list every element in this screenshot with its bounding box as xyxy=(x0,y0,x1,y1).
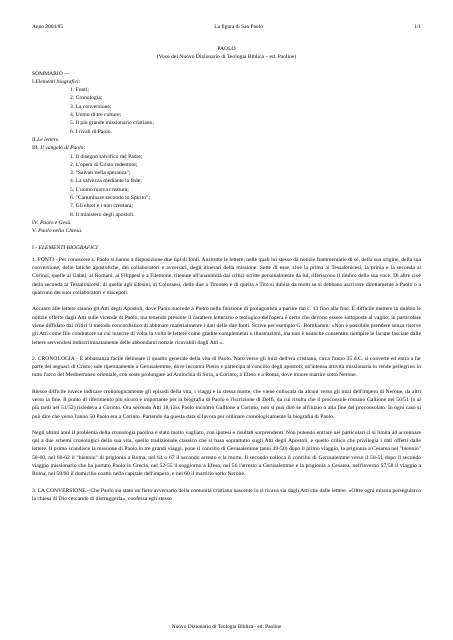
toc-section-5 xyxy=(32,227,421,235)
toc-section-number: III. xyxy=(32,145,39,152)
toc-item: 1. Fonti; xyxy=(70,87,89,94)
toc-section-number: II. xyxy=(32,136,38,143)
toc-item: 2. Cronologia; xyxy=(70,95,103,102)
summary-label: SOMMARIO — xyxy=(32,70,70,77)
toc-section-1 xyxy=(32,78,421,86)
toc-item: 8. Il ministero degli apostoli. xyxy=(70,211,135,218)
toc-section-title: Paolo e Gesù. xyxy=(40,219,72,226)
toc-item: 4. La salvezza mediante la fede; xyxy=(70,178,142,185)
header-year: Anno 2004/05 xyxy=(32,24,63,30)
toc-section-title: Elementi biografici: xyxy=(35,78,81,85)
table-of-contents xyxy=(32,70,421,236)
toc-item: 2. L'opera di Cristo redentore; xyxy=(70,161,138,168)
toc-item: 3. "Salvati nella speranza"; xyxy=(70,170,131,177)
paragraph-delfi: Riesce difficile invece indicare cronologicamente gli episodi della vita, i viaggi e la stessa morte, che viene collocata da alcuni verso gli inizi dell'impero di Nerone, da altri verso la fine. Il punto di riferimento più sicuro e importante per la biografia di Paolo è l'iscrizione di Delfi, da cui risulta che il proconsole romano Gallione nel 50/51 (o al più tardi nel 51/52) risiedeva a Corinto. Ora secondo Atti 18,12ss Paolo incontrò Gallione a Corinto, non si può dire se all'inizio o alla fine del proconsolato. In ogni caso si può dire che verso l'anno 50 Paolo era a Corinto. Partendo da questa data si lavora per ordinare cronologicamente la biografia di Paolo. xyxy=(32,388,421,420)
toc-section-3-items xyxy=(32,153,421,219)
paragraph-conversione: 3. LA CONVERSIONE - Che Paolo sia stato un fiero avversario della comunità cristiana nascente lo si ricava sia dagli Atti che dalle lettere. «Oltre ogni misura perseguitavo la chiesa di Dio cercando di distruggerla», confessa egli stesso xyxy=(32,487,421,502)
page-footer: Nuovo Dizionario di Teologia Biblica– ed. Paoline xyxy=(171,624,282,630)
toc-item: 6. "Camminare secondo lo Spirito"; xyxy=(70,195,150,202)
toc-section-number: I. xyxy=(32,78,36,85)
toc-section-4 xyxy=(32,219,421,227)
header-page-number: 1/1 xyxy=(414,24,421,30)
toc-section-title: Le lettere. xyxy=(37,136,60,143)
header-title: La figura di San Paolo xyxy=(214,24,263,30)
toc-item: 5. Il più grande missionario cristiano; xyxy=(70,120,154,127)
running-header xyxy=(32,24,421,31)
toc-section-3 xyxy=(32,144,421,152)
title-block xyxy=(32,45,421,62)
toc-section-1-items xyxy=(32,86,421,136)
toc-item: 1. Il disegno salvifico del Padre; xyxy=(70,153,143,160)
toc-section-number: IV. xyxy=(32,219,39,226)
toc-section-2 xyxy=(32,136,421,144)
toc-item: 6. I rivali di Paolo. xyxy=(70,128,112,135)
toc-section-number: V. xyxy=(32,228,37,235)
toc-item: 3. La conversione; xyxy=(70,103,112,110)
toc-item: 4. Uomo di tre culture; xyxy=(70,112,122,119)
paragraph-cronologia: 2. CRONOLOGIA - È abbastanza facile delineare il quadro generale della vita di Paolo. Nato verso gli inizi dell'era cristiana, circa l'anno 35 d.C. si converte ed entra a far parte dei seguaci di Cristo; sale ripetutamente a Gerusalemme, dove incontra Pietro e partecipa al concilio degli apostoli; un'intensa attività missionaria lo rende pellegrino in tutto l'arco del Mediterraneo orientale, con soste prolungate ad Antiochia di Siria, a Corinto, a Efeso e a Roma, dove muore martire sotto Nerone. xyxy=(32,355,421,379)
document-subtitle: (Voce del Nuovo Dizionario di Teologia Biblica – ed. Paoline) xyxy=(156,54,297,61)
toc-item: 5. L'uomo nuova creatura; xyxy=(70,186,129,193)
toc-section-title: Il vangelo di Paolo: xyxy=(40,145,86,152)
section-heading xyxy=(32,244,421,252)
section-heading-title: ELEMENTI BIOGRAFICI xyxy=(38,244,98,251)
document-title: PAOLO xyxy=(217,46,236,52)
toc-section-title: Paolo nella Chiesa. xyxy=(38,228,83,235)
paragraph-fonti: 1. FONTI - Per conoscere s. Paolo si hanno a disposizione due tipi di fonti. Anzitutto le lettere, nelle quali lui stesso dà notizie frammentarie di sé, della sua origine, della sua conversione, delle fatiche apostoliche, dei collaboratori e avversari, degli itinerari della missione. Sette di esse, cioè la prima ai Tessalonicesi, la prima e la seconda ai Corinzi, quelle ai Galati, ai Romani, ai Filippesi e a Filemone, ritenute all'unanimità dai critici scritte personalmente da lui, riferiscono il timbro della sua voce. Di altre cioè della seconda ai Tessalonicesi, di quelle agli Efesini, ai Colossesi, delle due a Timoteo e di quella a Tito si dubita da molti se si debbano ascrivere direttamente a Paolo o a qualcuno dei suoi collaboratori e discepoli. xyxy=(32,256,421,297)
paragraph-schemi-cronologici: Negli ultimi anni il problema della cronologia paolina è stato molto vagliato, con ipotesi e risultati sorprendenti. Non potendo entrare nei particolari ci si limita ad accennare qui a due schemi cronologici della sua vita, quello tradizionale classico che si basa soprattutto sugli Atti degli Apostoli, e quello critico che privilegia i dati offerti dalle lettere. Il primo scandisce la missione di Paolo in tre grandi viaggi, pone il concilio di Gerusalemme (anni 49-50) dopo il primo viaggio, la prigionia a Cesarea nel "biennio" 58-60, nel 60-62 il "biennio" di prigionia a Roma, nel 64 o 67 il secondo arresto e la morte. Il secondo colloca il concilio di Gerusalemme verso il 50-51 dopo il secondo viaggio missionario che ha portato Paolo in Grecia, nel 52-55 il soggiorno a Efeso, nel 56 l'arresto a Gerusalemme e la prigionia a Cesarea, nell'inverno 57/58 il viaggio a Roma, nel 58/60 il domicilio coatto nella capitale dell'impero, e nel 60 il martirio sotto Nerone. xyxy=(32,429,421,478)
paragraph-atti: Accanto alle lettere stanno gli Atti degli Apostoli, dove Paolo succede a Pietro nella funzione di protagonista a partire dal c. 13 fino alla fine. È difficile mettere in dubbio le notizie offerte dagli Atti sulle vicende di Paolo, ma tenendo presente il carattere letterario e teologico dell'opera è certo che devono essere sottoposte al vaglio; in particolare viene diffidato dai critici il metodo concordistico di abbinare materialmente i dati delle due fonti. Scrive per esempio G. Bornkamm: «Non è possibile prendere senza riserve gli Atti come filo conduttore su cui inserire di volta in volta le lettere come gradite complementi o illustrazioni, ma non è neanche consentito riempire le lacune lasciate dalle lettere servendosi indiscriminatamente delle abbondanti notizie ricavabili dagli Atti ». xyxy=(32,306,421,346)
toc-item: 7. Gli ebrei e i non cristiani; xyxy=(70,203,133,210)
section-heading-prefix: I - xyxy=(32,244,39,251)
